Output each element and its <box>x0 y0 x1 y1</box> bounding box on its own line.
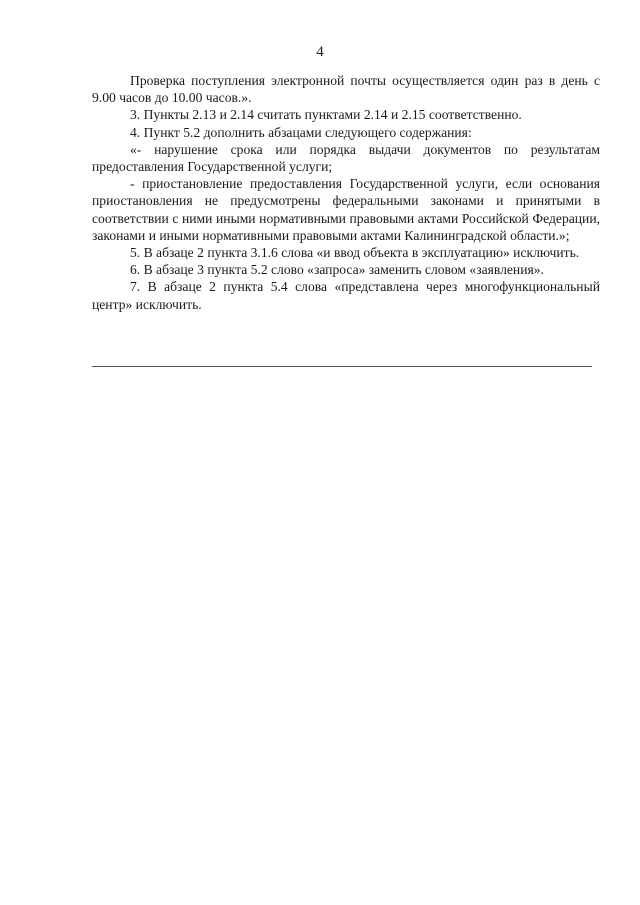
closing-divider <box>92 366 592 367</box>
paragraph-item-7: 7. В абзаце 2 пункта 5.4 слова «представлена через многофункциональный центр» исключить. <box>92 279 600 312</box>
page-number: 4 <box>316 44 324 60</box>
paragraph-suspension: - приостановление предоставления Государственной услуги, если основания приостановления не предусмотрены федеральными законами и принятыми в соответствии с ними иными нормативными правовыми актами Российской Федерации, законами и иными нормативными правовыми актами Калининградской области.»; <box>92 176 600 243</box>
paragraph-item-3: 3. Пункты 2.13 и 2.14 считать пунктами 2.14 и 2.15 соответственно. <box>130 107 522 123</box>
document-body <box>92 72 600 313</box>
paragraph-item-4: 4. Пункт 5.2 дополнить абзацами следующего содержания: <box>130 124 472 140</box>
paragraph-item-5: 5. В абзаце 2 пункта 3.1.6 слова «и ввод объекта в эксплуатацию» исключить. <box>130 245 580 261</box>
paragraph-item-6: 6. В абзаце 3 пункта 5.2 слово «запроса» заменить словом «заявления». <box>130 262 544 278</box>
paragraph-violation: «- нарушение срока или порядка выдачи документов по результатам предоставления Государственной услуги; <box>92 141 600 175</box>
paragraph-email-check: Проверка поступления электронной почты осуществляется один раз в день с 9.00 часов до 10.00 часов.». <box>92 73 600 106</box>
